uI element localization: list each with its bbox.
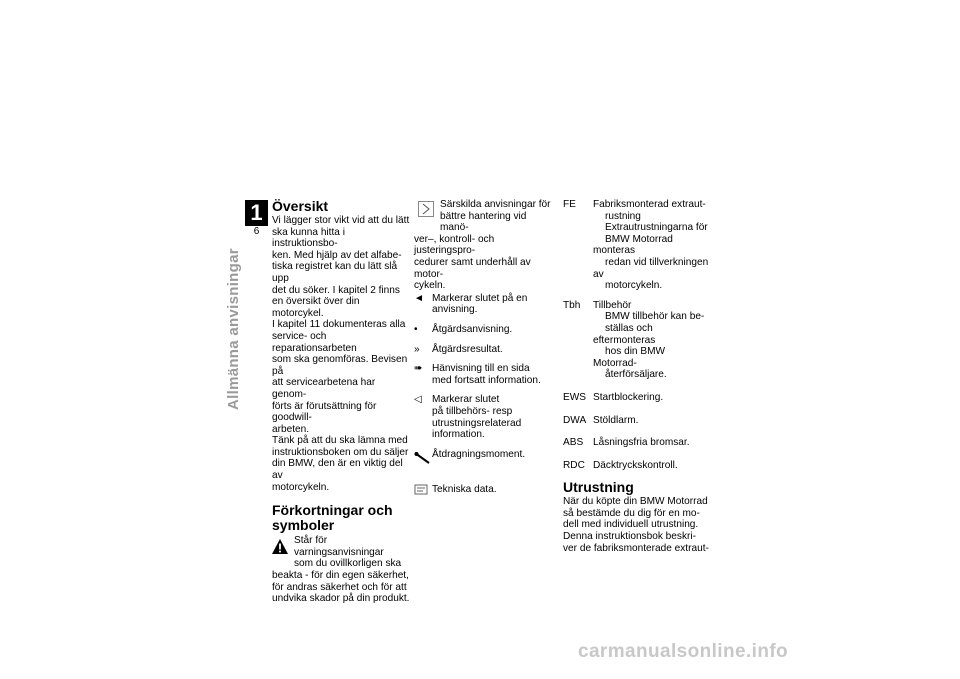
line: beakta - för din egen säkerhet,: [272, 570, 409, 582]
line: Extrautrustningarna för: [605, 222, 708, 234]
end-marker-icon: ◄: [414, 292, 424, 304]
page-number: 6: [245, 226, 268, 238]
abbr-row-abs: [563, 437, 711, 449]
special-instructions-note: [414, 199, 554, 292]
symbol-desc: [432, 394, 554, 440]
line: instruktionsboken om du säljer: [272, 446, 409, 458]
line: att servicearbetena har genom-: [272, 377, 376, 400]
heading-utrustning: Utrustning: [563, 479, 634, 496]
symbol-desc: [432, 293, 554, 316]
line: Denna instruktionsbok beskri-: [563, 531, 696, 543]
symbol-row-accessory-end: [414, 394, 554, 440]
line: cykeln.: [414, 280, 446, 292]
abbr-desc: Stöldlarm.: [593, 414, 639, 426]
abbr-key: FE: [563, 199, 576, 210]
symbol-desc: [432, 363, 554, 386]
abbr-row-ews: [563, 392, 711, 404]
column-3: [563, 199, 711, 554]
note-arrow-icon: [419, 202, 433, 216]
line: det du söker. I kapitel 2 finns: [272, 284, 400, 296]
bullet-icon: •: [414, 323, 418, 335]
line: Fabriksmonterad extraut-: [593, 199, 706, 210]
line: information.: [432, 429, 485, 441]
symbol-row-result: [414, 344, 554, 356]
symbol-desc: Åtdragningsmoment.: [432, 448, 526, 460]
line: Hänvisning till en sida: [432, 363, 530, 375]
line: Tillbehör: [593, 299, 632, 311]
line: Vi lägger stor vikt vid att du lätt: [272, 215, 410, 226]
line: motorcykeln.: [605, 280, 663, 292]
abbr-row-dwa: [563, 415, 711, 427]
line: undvika skador på din produkt.: [272, 593, 410, 605]
abbr-key: EWS: [563, 391, 586, 403]
line: cedurer samt underhåll av motor-: [414, 256, 531, 280]
accessory-end-marker-icon: ◁: [414, 394, 422, 406]
result-icon: »: [414, 343, 420, 355]
line: motorcykeln.: [272, 481, 330, 493]
line: service- och reparationsarbeten: [272, 330, 357, 354]
heading-forkortningar: [272, 503, 412, 533]
chapter-side-label-text: Allmänna anvisningar: [225, 248, 242, 410]
line: BMW tillbehör kan be-: [605, 311, 705, 323]
abbr-desc: Däcktryckskontroll.: [593, 459, 678, 471]
intro-indented: [414, 199, 554, 234]
intro-text: [414, 234, 554, 292]
line: ken. Med hjälp av det alfabe-: [272, 249, 402, 261]
technical-data-icon: [414, 484, 432, 500]
symbol-row-torque: [414, 449, 554, 469]
line: förts är förutsättning för goodwill-: [272, 400, 377, 424]
symbol-row-end: [414, 293, 554, 316]
symbol-desc: Åtgärdsresultat.: [432, 343, 503, 355]
line: Står för varningsanvisningar: [294, 535, 384, 558]
symbol-desc: Åtgärdsanvisning.: [432, 323, 513, 335]
torque-wrench-icon: [414, 449, 432, 469]
line: en översikt över din motorcykel.: [272, 296, 360, 319]
line: återförsäljare.: [605, 369, 667, 381]
warning-text: [272, 570, 412, 605]
line: som du ovillkorligen ska: [294, 558, 402, 570]
line: med fortsatt information.: [432, 374, 541, 386]
symbol-row-reference: [414, 363, 554, 386]
line: bättre hantering vid manö-: [440, 210, 527, 234]
line: ställas och eftermonteras: [593, 322, 656, 346]
line: ver–, kontroll- och justeringspro-: [414, 233, 495, 257]
line: på tillbehörs- resp: [432, 405, 513, 417]
warning-note: [272, 535, 412, 605]
line: I kapitel 11 dokumenteras alla: [272, 319, 406, 331]
chapter-side-label: [224, 248, 244, 410]
abbr-desc: Låsningsfria bromsar.: [593, 437, 690, 449]
heading-oversikt: Översikt: [272, 198, 329, 214]
note-box-icon: [418, 201, 434, 217]
line: Tänk på att du ska lämna med: [272, 435, 408, 447]
symbol-row-technical-data: [414, 484, 554, 500]
line: När du köpte din BMW Motorrad: [563, 496, 708, 508]
line: hos din BMW Motorrad-: [593, 346, 666, 369]
line: anvisning.: [432, 304, 478, 316]
line: dell med individuell utrustning.: [563, 519, 699, 531]
line: Markerar slutet på en: [432, 292, 528, 304]
column-1: [272, 199, 412, 605]
abbr-key: ABS: [563, 437, 584, 449]
line: arbeten.: [272, 423, 310, 435]
abbr-desc: Startblockering.: [593, 391, 664, 403]
line: Markerar slutet: [432, 394, 500, 406]
heading-line: symboler: [272, 517, 335, 534]
abbr-key: DWA: [563, 414, 587, 426]
line: BMW Motorrad monteras: [593, 233, 673, 257]
line: som ska genomföras. Bevisen på: [272, 354, 408, 377]
abbr-row-tbh: [563, 300, 711, 381]
symbol-desc: Tekniska data.: [432, 484, 497, 496]
heading-line: Förkortningar och: [272, 502, 393, 519]
abbr-desc: [593, 199, 711, 292]
line: tiska registret kan du lätt slå upp: [272, 261, 398, 284]
column-2: [414, 199, 554, 500]
line: för andras säkerhet och för att: [272, 581, 407, 593]
abbr-key: RDC: [563, 459, 585, 471]
symbol-row-action: [414, 324, 554, 336]
chapter-number: 1: [250, 200, 263, 225]
line: Särskilda anvisningar för: [440, 199, 551, 210]
line: så bestämde du dig för en mo-: [563, 507, 700, 519]
line: ver de fabriksmonterade extraut-: [563, 542, 709, 554]
paragraph-oversikt: [272, 215, 412, 493]
paragraph-utrustning: [563, 496, 711, 554]
warning-triangle-icon: [272, 539, 288, 554]
warning-text-indented: [272, 535, 412, 570]
line: ska kunna hitta i instruktionsbo-: [272, 226, 345, 250]
abbr-key: Tbh: [563, 299, 581, 311]
line: rustning: [605, 210, 641, 222]
abbr-desc: [593, 300, 711, 381]
line: utrustningsrelaterad: [432, 417, 522, 429]
abbr-row-fe: [563, 199, 711, 292]
page-reference-arrow-icon: ➠: [414, 363, 423, 375]
line: redan vid tillverkningen av: [593, 256, 709, 280]
line: din BMW, den är en viktig del av: [272, 458, 403, 482]
abbr-row-rdc: [563, 460, 711, 472]
footer-watermark: carmanualsonline.info: [578, 641, 789, 662]
